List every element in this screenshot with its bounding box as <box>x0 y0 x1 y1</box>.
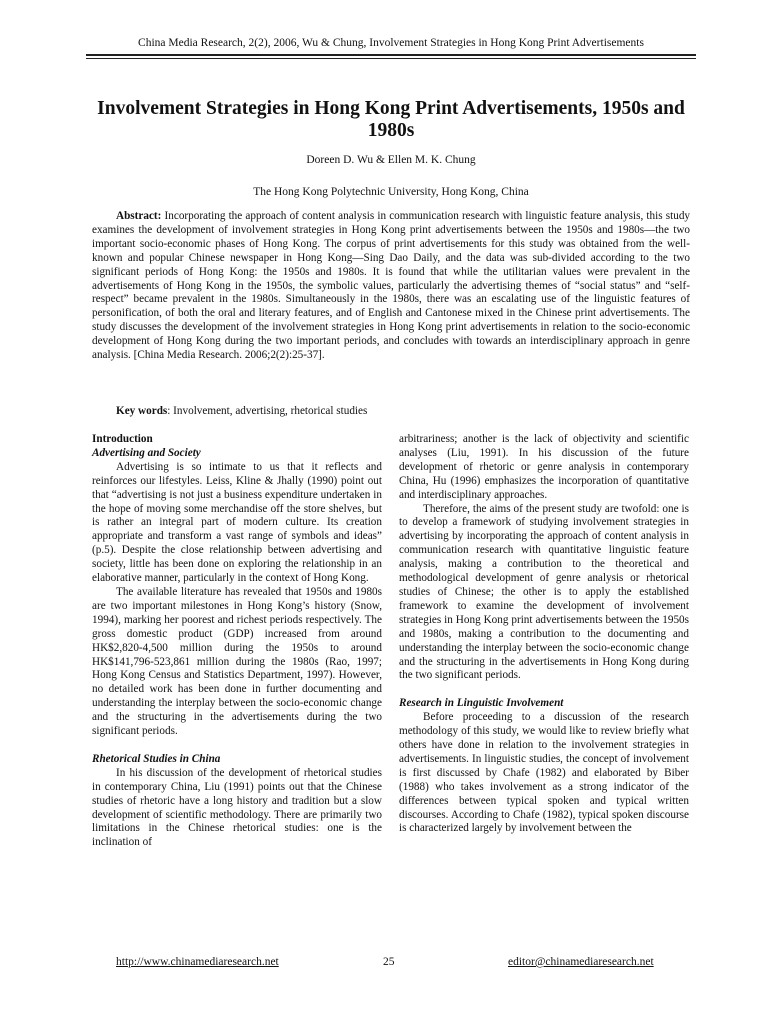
spacer <box>399 683 689 697</box>
paragraph: Therefore, the aims of the present study are twofold: one is to develop a framework of studying involvement strategies in advertising by incorporating the approach of content analysis in communication research with quantitative linguistic feature analysis, making a contribution to the theoretical and methodological development of genre analysis or rhetorical studies of Chinese; the other is to apply the established framework to examine the development of involvement strategies in Hong Kong print advertisements between the 1950s and 1980s, making a contribution to the documenting and understanding the interplay between the socio-economic change and the structuring in the advertisements in Hong Kong during the two significant periods. <box>399 502 689 682</box>
keywords-text: : Involvement, advertising, rhetorical studies <box>167 405 368 417</box>
keywords-label: Key words <box>116 405 168 417</box>
spacer <box>92 739 382 753</box>
footer-email-link[interactable]: editor@chinamediaresearch.net <box>508 956 654 968</box>
running-head: China Media Research, 2(2), 2006, Wu & Chung, Involvement Strategies in Hong Kong Print Advertisements <box>138 37 644 49</box>
subheading-advertising-and-society: Advertising and Society <box>92 446 201 459</box>
subheading-linguistic-involvement: Research in Linguistic Involvement <box>399 697 564 710</box>
paragraph: Advertising is so intimate to us that it reflects and reinforces our lifestyles. Leiss, Kline & Jhally (1990) point out that “advertising is not just a business expenditure undertaken in the hope of moving some merchandise off the store shelves, but is rather an integral part of modern culture. Its creation appropriate and transform a vast range of symbols and ideas” (p.5). Despite the close relationship between advertising and society, little has been done on exploring the relationship in an elaborative manner, particularly in the context of Hong Kong. <box>92 460 382 585</box>
abstract-label: Abstract: <box>116 210 162 222</box>
paragraph: In his discussion of the development of rhetorical studies in contemporary China, Liu (1991) points out that the Chinese studies of rhetoric have a long history and tradition but a slow development of scientific methodology. There are primarily two limitations in the Chinese rhetorical studies: one is the inclination of <box>92 766 382 849</box>
affiliation: The Hong Kong Polytechnic University, Hong Kong, China <box>253 186 529 198</box>
right-column <box>399 433 689 836</box>
authors: Doreen D. Wu & Ellen M. K. Chung <box>306 154 476 166</box>
footer-website-link[interactable]: http://www.chinamediaresearch.net <box>116 956 279 968</box>
paragraph: arbitrariness; another is the lack of objectivity and scientific analyses (Liu, 1991). In his discussion of the future development of rhetoric or genre analysis in contemporary China, Hu (1996) emphasizes the incorporation of quantitative and interdisciplinary approaches. <box>399 433 689 501</box>
paragraph: The available literature has revealed that 1950s and 1980s are two important milestones in Hong Kong’s history (Snow, 1994), marking her poorest and richest periods respectively. The gross domestic product (GDP) increased from around HK$2,820-4,500 million during the 1950s to around HK$141,796-523,861 million during the 1980s (Rao, 1997; Hong Kong Census and Statistics Department, 1997). However, no detailed work has been done in further documenting and understanding the interplay between the socio-economic change and the structuring in the advertisements during the two significant periods. <box>92 585 382 738</box>
header-rule-thick <box>86 54 696 56</box>
left-column <box>92 433 382 850</box>
paper-title: Involvement Strategies in Hong Kong Print Advertisements, 1950s and 1980s <box>97 98 685 141</box>
keywords <box>92 404 690 418</box>
page-number: 25 <box>383 956 395 968</box>
subheading-rhetorical-studies: Rhetorical Studies in China <box>92 752 221 765</box>
header-rule-thin <box>86 58 696 59</box>
abstract-text: Incorporating the approach of content analysis in communication research with linguistic feature analysis, this study examines the development of involvement strategies in Hong Kong print advertisements between the 1950s and 1980s—the two important socio-economic phases of Hong Kong. The corpus of print advertisements for this study was obtained from the well-known and popular Chinese newspaper in Hong Kong—Sing Dao Daily, and the data was sub-divided according to the two significant periods of Hong Kong: the 1950s and 1980s. It is found that while the utilitarian values were prevalent in the advertisements of Hong Kong in the 1950s, the symbolic values, particularly the advertising themes of “social status” and “self-respect” became prevalent in the 1980s. Simultaneously in the 1980s, there was an escalating use of the linguistic features of personification, of both the oral and literary features, and of English and Cantonese mixed in the Chinese print advertisements. The study discusses the development of the involvement strategies in Hong Kong print advertisements in relation to the socio-economic development of Hong Kong during the two important periods, and concludes with towards an interdisciplinary approach in genre analysis. [China Media Research. 2006;2(2):25-37]. <box>92 210 691 362</box>
abstract <box>92 210 690 363</box>
paragraph: Before proceeding to a discussion of the research methodology of this study, we would like to review briefly what others have done in relation to the involvement strategies in advertisements. In linguistic studies, the concept of involvement is first discussed by Chafe (1982) and elaborated by Biber (1988) who takes involvement as a strong indicator of the differences between typical spoken and typical written discourses. According to Chafe (1982), typical spoken discourse is characterized largely by involvement between the <box>399 711 689 835</box>
section-heading-introduction: Introduction <box>92 433 153 445</box>
